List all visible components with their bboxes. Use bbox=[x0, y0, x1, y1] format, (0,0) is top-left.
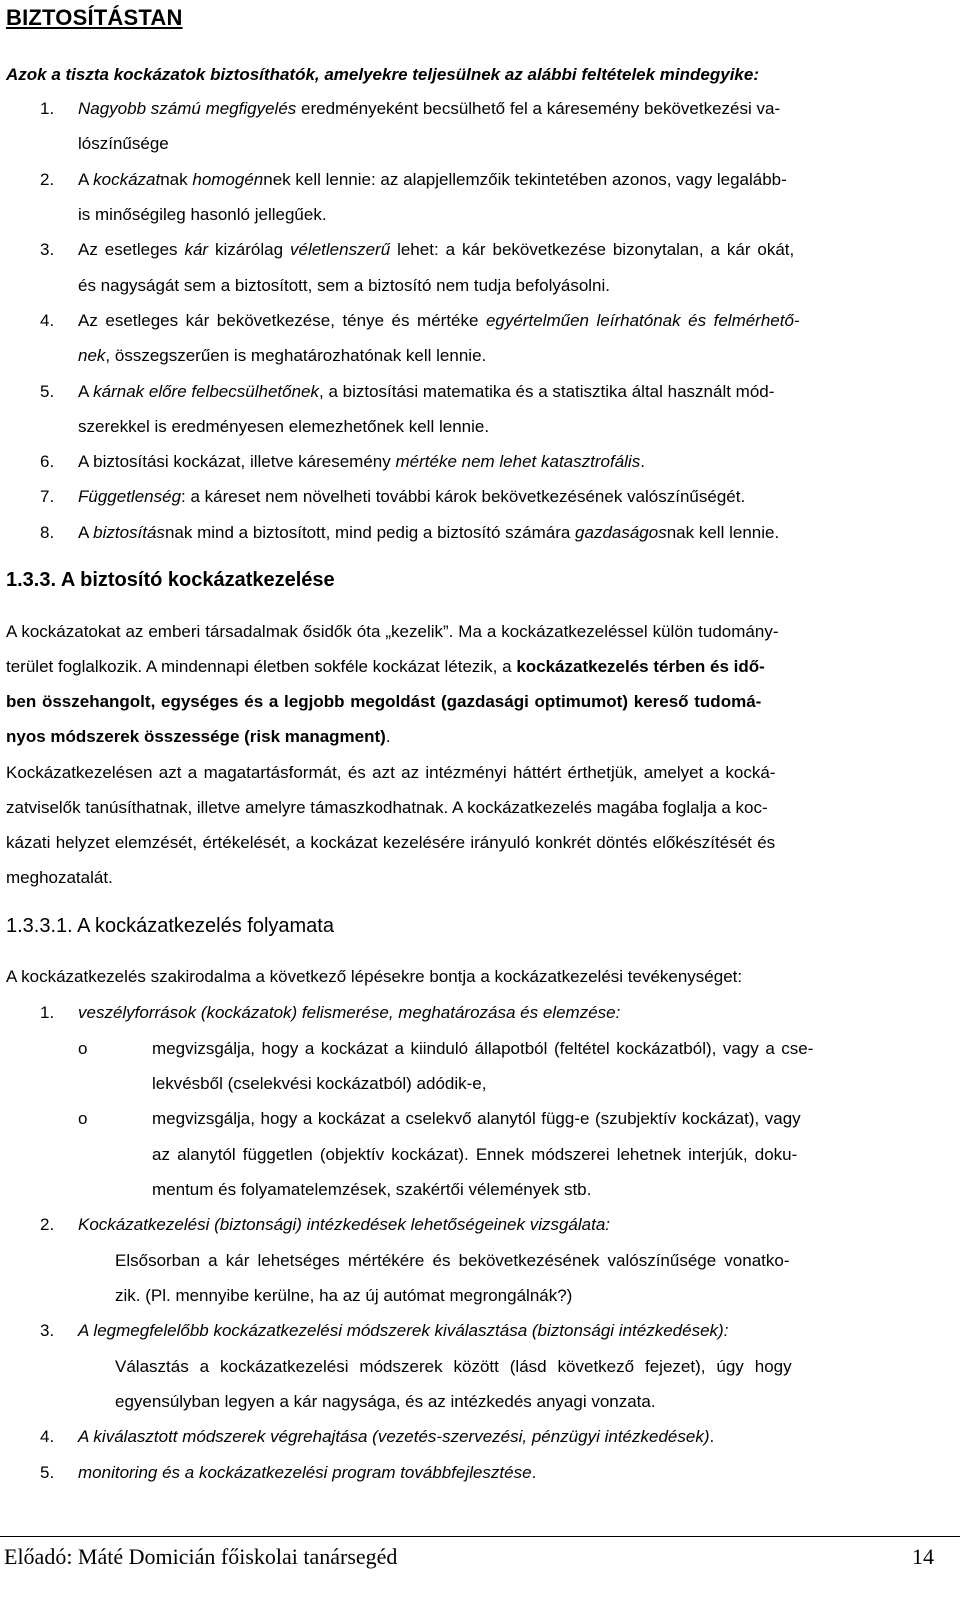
list-item-text: Nagyobb számú megfigyelés eredményeként becsülhető fel a káresemény bekövetkezési va- bbox=[78, 99, 781, 118]
step-title: Kockázatkezelési (biztonsági) intézkedések lehetőségeinek vizsgálata: bbox=[78, 1215, 611, 1234]
list-number: 6. bbox=[40, 452, 55, 471]
paragraph-line: zatviselők tanúsíthatnak, illetve amelyre támaszkodhatnak. A kockázatkezelés magába foglalja a koc- bbox=[6, 798, 768, 817]
list-item-text: és nagyságát sem a biztosított, sem a biztosító nem tudja befolyásolni. bbox=[78, 276, 611, 295]
list-item-text: A kockázatnak homogénnek kell lennie: az alapjellemzőik tekintetében azonos, vagy legalább- bbox=[78, 170, 787, 189]
paragraph-line: A kockázatkezelés szakirodalma a következő lépésekre bontja a kockázatkezelési tevékenységet: bbox=[6, 967, 743, 986]
list-item-text: Az esetleges kár kizárólag véletlenszerű lehet: a kár bekövetkezése bizonytalan, a kár okát, bbox=[78, 240, 795, 259]
list-number: 8. bbox=[40, 523, 55, 542]
list-item-text: A biztosításnak mind a biztosított, mind pedig a biztosító számára gazdaságosnak kell lennie. bbox=[78, 523, 780, 542]
bullet-text: az alanytól független (objektív kockázat). Ennek módszerei lehetnek interjúk, doku- bbox=[152, 1145, 798, 1164]
list-item-text: szerekkel is eredményesen elemezhetőnek kell lennie. bbox=[78, 417, 490, 436]
paragraph-line: A kockázatokat az emberi társadalmak ősidők óta „kezelik”. Ma a kockázatkezeléssel külön tudomány- bbox=[6, 622, 779, 641]
paragraph-line: meghozatalát. bbox=[6, 868, 113, 887]
list-number: 5. bbox=[40, 382, 55, 401]
list-number: 1. bbox=[40, 99, 55, 118]
step-title: A legmegfelelőbb kockázatkezelési módszerek kiválasztása (biztonsági intézkedések): bbox=[78, 1321, 729, 1340]
list-number: 4. bbox=[40, 311, 55, 330]
list-item-text: nek, összegszerűen is meghatározhatónak kell lennie. bbox=[78, 346, 487, 365]
section-heading: 1.3.3. A biztosító kockázatkezelése bbox=[6, 569, 335, 591]
paragraph-line: kázati helyzet elemzését, értékelését, a kockázat kezelésére irányuló konkrét döntés előkészítését és bbox=[6, 833, 776, 852]
step-text: Választás a kockázatkezelési módszerek között (lásd következő fejezet), úgy hogy bbox=[115, 1357, 792, 1376]
step-title: A kiválasztott módszerek végrehajtása (vezetés-szervezési, pénzügyi intézkedések). bbox=[78, 1427, 715, 1446]
list-item-text: Az esetleges kár bekövetkezése, ténye és mértéke egyértelműen leírhatónak és felmérhető- bbox=[78, 311, 800, 330]
list-number: 3. bbox=[40, 240, 55, 259]
list-item-text: A biztosítási kockázat, illetve káresemény mértéke nem lehet katasztrofális. bbox=[78, 452, 645, 471]
bullet-text: megvizsgálja, hogy a kockázat a kiinduló állapotból (feltétel kockázatból), vagy a cse- bbox=[152, 1039, 814, 1058]
step-text: Elsősorban a kár lehetséges mértékére és bekövetkezésének valószínűsége vonatko- bbox=[115, 1251, 790, 1270]
step-number: 1. bbox=[40, 1003, 55, 1022]
paragraph-line: ben összehangolt, egységes és a legjobb megoldást (gazdasági optimumot) kereső tudomá- bbox=[6, 692, 762, 711]
intro-sentence: Azok a tiszta kockázatok biztosíthatók, amelyekre teljesülnek az alábbi feltételek mindegyike: bbox=[6, 65, 759, 84]
list-number: 2. bbox=[40, 170, 55, 189]
step-number: 5. bbox=[40, 1463, 55, 1482]
list-item-text: lószínűsége bbox=[78, 134, 169, 153]
list-item-text: A kárnak előre felbecsülhetőnek, a biztosítási matematika és a statisztika által használt mód- bbox=[78, 382, 775, 401]
step-number: 3. bbox=[40, 1321, 55, 1340]
footer-divider bbox=[0, 1536, 960, 1537]
bullet-marker: o bbox=[78, 1109, 88, 1128]
paragraph-line: Kockázatkezelésen azt a magatartásformát, és azt az intézményi háttért érthetjük, amelyet a kocká- bbox=[6, 763, 776, 782]
bullet-text: megvizsgálja, hogy a kockázat a cselekvő alanytól függ-e (szubjektív kockázat), vagy bbox=[152, 1109, 801, 1128]
step-number: 2. bbox=[40, 1215, 55, 1234]
step-text: zik. (Pl. mennyibe kerülne, ha az új autómat megrongálnák?) bbox=[115, 1286, 573, 1305]
subsection-heading: 1.3.3.1. A kockázatkezelés folyamata bbox=[6, 915, 334, 937]
list-number: 7. bbox=[40, 487, 55, 506]
paragraph-line: nyos módszerek összessége (risk managment). bbox=[6, 727, 391, 746]
list-item-text: Függetlenség: a káreset nem növelheti további károk bekövetkezésének valószínűségét. bbox=[78, 487, 746, 506]
document-title: BIZTOSÍTÁSTAN bbox=[6, 5, 183, 30]
step-text: egyensúlyban legyen a kár nagysága, és az intézkedés anyagi vonzata. bbox=[115, 1392, 656, 1411]
paragraph-line: terület foglalkozik. A mindennapi életben sokféle kockázat létezik, a kockázatkezelés térben és idő- bbox=[6, 657, 765, 676]
bullet-text: lekvésből (cselekvési kockázatból) adódik-e, bbox=[152, 1074, 487, 1093]
page-number: 14 bbox=[912, 1544, 934, 1569]
footer-author: Előadó: Máté Domicián főiskolai tanársegéd bbox=[4, 1544, 398, 1569]
step-title: monitoring és a kockázatkezelési program továbbfejlesztése. bbox=[78, 1463, 537, 1482]
list-item-text: is minőségileg hasonló jellegűek. bbox=[78, 205, 327, 224]
bullet-marker: o bbox=[78, 1039, 88, 1058]
step-title: veszélyforrások (kockázatok) felismerése, meghatározása és elemzése: bbox=[78, 1003, 621, 1022]
step-number: 4. bbox=[40, 1427, 55, 1446]
bullet-text: mentum és folyamatelemzések, szakértői vélemények stb. bbox=[152, 1180, 592, 1199]
